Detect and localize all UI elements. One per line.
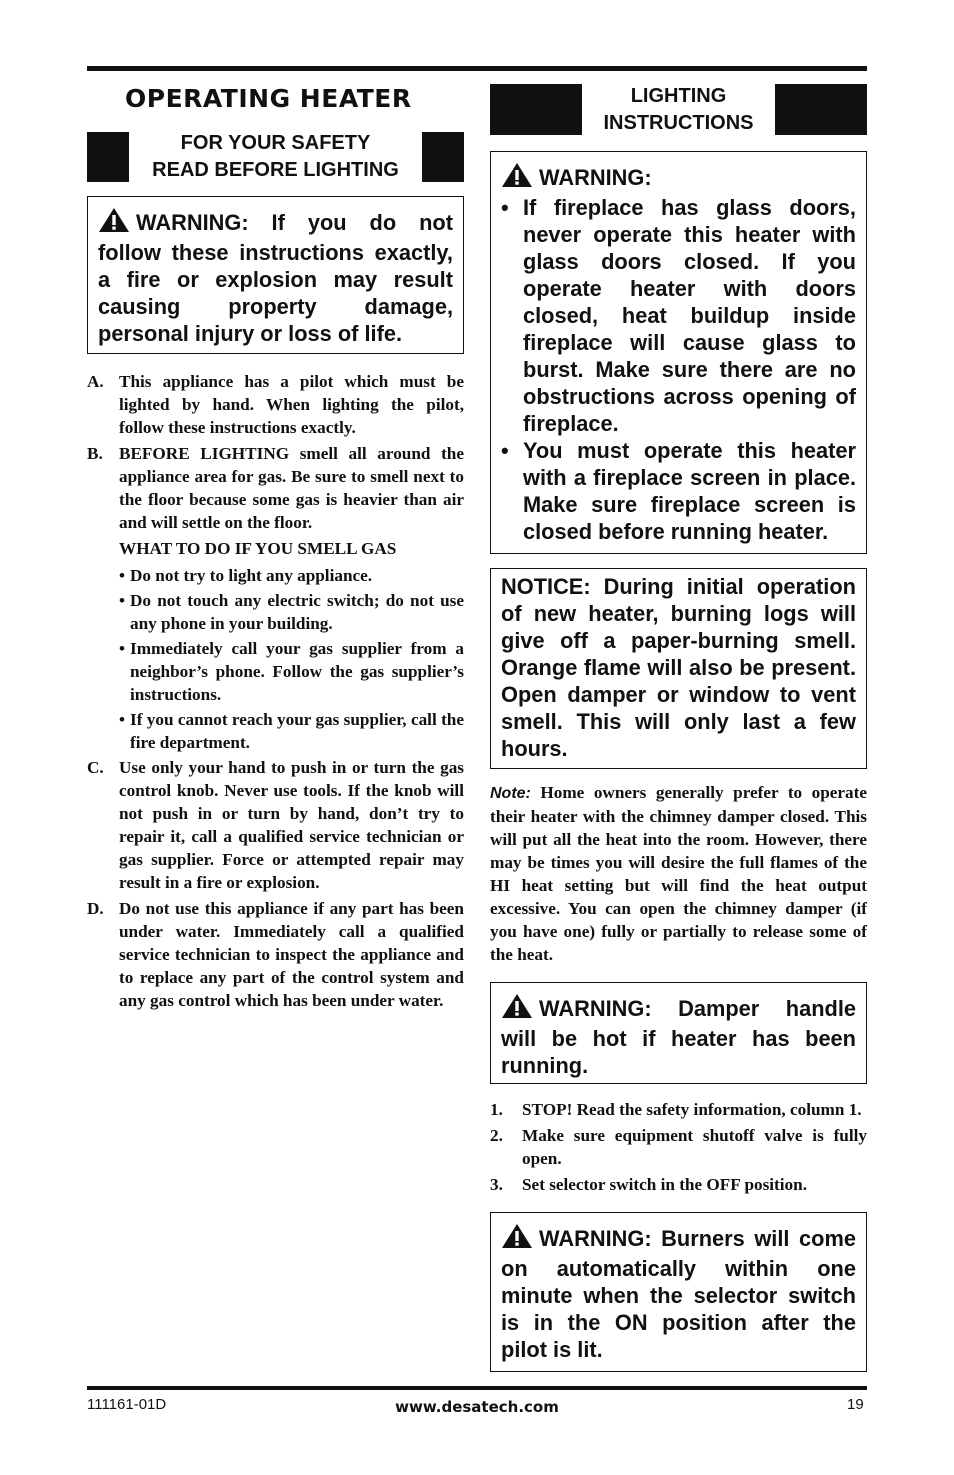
warning-triangle-icon	[501, 1223, 533, 1255]
fire-explosion-warning	[87, 196, 464, 354]
note-text: Home owners generally prefer to operate their heater with the chimney damper closed. This will put all the heat into the room. However, there may be times you will desire the full flames of the HI heat setting but will find the heat output excessive. You can open the chimney damper (if you have one) fully or partially to release some of the heat.	[490, 783, 868, 964]
safety-banner-line1: FOR YOUR SAFETY	[180, 132, 371, 154]
left-column	[87, 80, 464, 1015]
banner-block-right	[775, 84, 867, 135]
list-item: 1. STOP! Read the safety information, column 1.	[490, 1100, 862, 1119]
damper-warning	[490, 982, 867, 1084]
list-item: • If fireplace has glass doors, never operate this heater with glass doors closed. If you operate heater with doors closed, heat buildup inside fireplace will cause glass to burst. Make sure there are no obstructions across opening of fireplace.	[501, 195, 856, 436]
list-item: • Do not touch any electric switch; do not use any phone in your building.	[119, 591, 464, 633]
lighting-banner-line1: LIGHTING	[630, 84, 727, 107]
warning-title: WARNING:	[539, 165, 652, 190]
list-item: 3. Set selector switch in the OFF position.	[490, 1175, 808, 1194]
notice-box	[490, 568, 867, 769]
bottom-rule	[87, 1386, 867, 1390]
list-item: 2. Make sure equipment shutoff valve is fully open.	[490, 1126, 867, 1168]
footer-website: www.desatech.com	[395, 1398, 559, 1416]
banner-block-right	[422, 132, 464, 182]
list-item: D. Do not use this appliance if any part has been under water. Immediately call a qualified service technician to inspect the appliance and to replace any part of the control system and any gas control which has been under water.	[87, 899, 464, 1010]
burner-warning	[490, 1212, 867, 1372]
smell-gas-heading: WHAT TO DO IF YOU SMELL GAS	[119, 539, 397, 558]
lighting-banner	[490, 84, 867, 135]
damper-warning-text: WARNING: Damper handle will be hot if heater has been running.	[501, 996, 856, 1078]
page-number: 19	[847, 1396, 864, 1413]
banner-block-left	[87, 132, 129, 182]
warning-triangle-icon	[501, 162, 533, 194]
notice-text: NOTICE: During initial operation of new heater, burning logs will give off a paper-burning smell. Orange flame will also be present. Open damper or window to vent smell. This will only last a few hours.	[501, 574, 856, 761]
list-item: B. BEFORE LIGHTING smell all around the appliance area for gas. Be sure to smell next to the floor because some gas is heavier than air and will settle on the floor.	[87, 444, 464, 532]
list-item: • You must operate this heater with a fireplace screen in place. Make sure fireplace screen is closed before running heater.	[501, 438, 856, 544]
safety-banner-line2: READ BEFORE LIGHTING	[152, 159, 399, 181]
warning-triangle-icon	[98, 207, 130, 239]
warning-triangle-icon	[501, 993, 533, 1025]
lighting-precautions	[87, 370, 464, 1012]
fire-explosion-warning-text: WARNING: If you do not follow these instructions exactly, a fire or explosion may result causing property damage, personal injury or loss of life.	[98, 210, 453, 346]
lighting-steps	[490, 1098, 867, 1196]
damper-note	[490, 781, 867, 966]
safety-banner	[87, 132, 464, 182]
section-title: OPERATING HEATER	[125, 84, 412, 113]
right-column	[490, 84, 867, 1372]
lighting-banner-line2: INSTRUCTIONS	[603, 111, 754, 134]
note-label: Note:	[490, 785, 531, 802]
list-item: • Do not try to light any appliance.	[119, 566, 373, 585]
list-item: • If you cannot reach your gas supplier, call the fire department.	[119, 710, 464, 752]
list-item: • Immediately call your gas supplier from a neighbor’s phone. Follow the gas supplier’s instructions.	[119, 639, 464, 704]
list-item: C. Use only your hand to push in or turn the gas control knob. Never use tools. If the knob will not push in or turn by hand, don’t try to repair it, call a qualified service technician or gas supplier. Force or attempted repair may result in a fire or explosion.	[87, 758, 464, 892]
list-item: A. This appliance has a pilot which must be lighted by hand. When lighting the pilot, follow these instructions exactly.	[87, 372, 464, 437]
banner-block-left	[490, 84, 582, 135]
glass-door-warning	[490, 151, 867, 554]
doc-number: 111161-01D	[87, 1396, 167, 1413]
burner-warning-text: WARNING: Burners will come on automatically within one minute when the selector switch is in the ON position after the pilot is lit.	[501, 1226, 856, 1362]
smell-gas-section	[119, 537, 464, 754]
top-rule	[87, 66, 867, 71]
